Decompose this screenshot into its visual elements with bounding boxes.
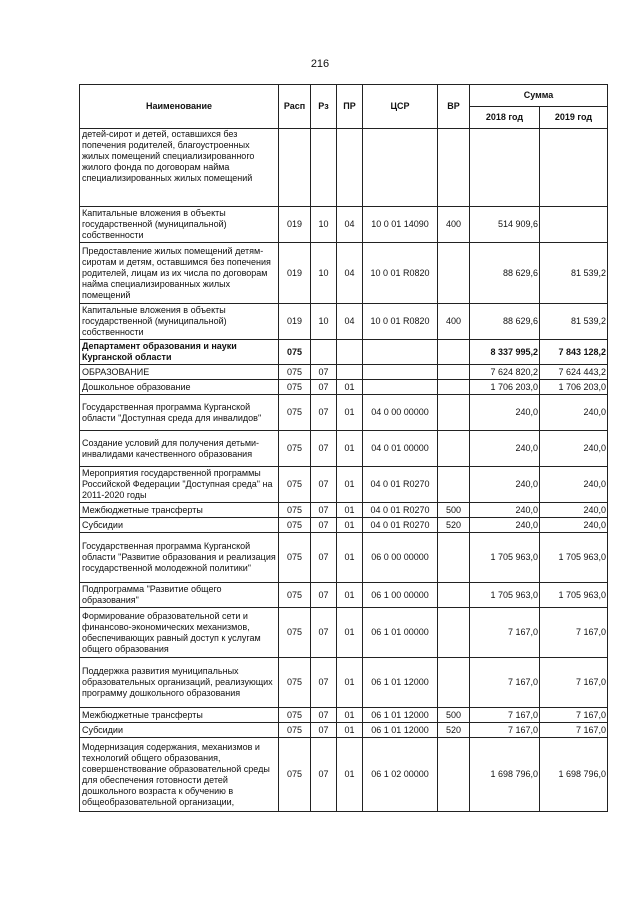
row-sum-2019: 7 167,0 (540, 723, 608, 738)
row-name: Субсидии (80, 723, 279, 738)
header-2018: 2018 год (470, 107, 540, 129)
row-pr (337, 129, 363, 207)
row-vr: 520 (438, 518, 470, 533)
row-sum-2018: 514 909,6 (470, 207, 540, 243)
table-row (80, 129, 608, 207)
row-name: Модернизация содержания, механизмов и технологий общего образования, совершенствование образовательной среды для обеспечения готовности детей дошкольного возраста к обучению в общеобразовательной организации, (80, 738, 279, 812)
row-rasp: 075 (279, 365, 311, 380)
row-pr: 01 (337, 608, 363, 658)
row-rasp: 075 (279, 608, 311, 658)
row-pr: 01 (337, 738, 363, 812)
row-rasp: 075 (279, 518, 311, 533)
row-sum-2019 (540, 129, 608, 207)
row-rz: 07 (311, 658, 337, 708)
header-sum: Сумма (470, 85, 608, 107)
row-csr: 06 1 02 00000 (363, 738, 438, 812)
table-row (80, 304, 608, 340)
row-csr: 04 0 01 R0270 (363, 467, 438, 503)
row-rz: 07 (311, 583, 337, 608)
row-name: Департамент образования и науки Курганской области (80, 340, 279, 365)
row-sum-2019: 240,0 (540, 431, 608, 467)
row-sum-2018: 240,0 (470, 503, 540, 518)
row-vr: 400 (438, 304, 470, 340)
row-name: Поддержка развития муниципальных образовательных организаций, реализующих программу дошкольного образования (80, 658, 279, 708)
row-vr (438, 533, 470, 583)
row-sum-2019: 7 167,0 (540, 708, 608, 723)
page-number: 216 (310, 58, 330, 70)
row-sum-2019: 1 705 963,0 (540, 533, 608, 583)
row-sum-2018: 1 705 963,0 (470, 583, 540, 608)
row-sum-2018: 88 629,6 (470, 243, 540, 304)
row-csr (363, 380, 438, 395)
row-vr: 500 (438, 708, 470, 723)
row-name: Предоставление жилых помещений детям-сиротам и детям, оставшимся без попечения родителей, лицам из их числа по договорам найма специализированных жилых помещений (80, 243, 279, 304)
row-vr (438, 738, 470, 812)
table-row (80, 708, 608, 723)
row-csr (363, 365, 438, 380)
row-vr (438, 365, 470, 380)
row-vr: 520 (438, 723, 470, 738)
row-rz: 07 (311, 395, 337, 431)
table-row (80, 380, 608, 395)
row-name: ОБРАЗОВАНИЕ (80, 365, 279, 380)
row-vr (438, 340, 470, 365)
table-row (80, 658, 608, 708)
row-sum-2018: 8 337 995,2 (470, 340, 540, 365)
row-sum-2018: 88 629,6 (470, 304, 540, 340)
row-rasp: 075 (279, 340, 311, 365)
row-pr: 01 (337, 583, 363, 608)
table-row (80, 207, 608, 243)
row-name: Государственная программа Курганской области "Доступная среда для инвалидов" (80, 395, 279, 431)
row-name: Формирование образовательной сети и финансово-экономических механизмов, обеспечивающих равный доступ к услугам общего образования (80, 608, 279, 658)
row-pr: 01 (337, 518, 363, 533)
table-row (80, 467, 608, 503)
row-csr: 10 0 01 14090 (363, 207, 438, 243)
row-sum-2018: 240,0 (470, 518, 540, 533)
header-name: Наименование (80, 85, 279, 129)
row-csr: 10 0 01 R0820 (363, 243, 438, 304)
row-rasp: 075 (279, 738, 311, 812)
row-csr (363, 129, 438, 207)
row-sum-2018: 1 698 796,0 (470, 738, 540, 812)
row-csr: 06 0 00 00000 (363, 533, 438, 583)
row-sum-2019: 7 167,0 (540, 658, 608, 708)
row-rasp (279, 129, 311, 207)
row-rasp: 075 (279, 658, 311, 708)
row-sum-2018: 7 167,0 (470, 658, 540, 708)
row-csr: 06 1 01 12000 (363, 723, 438, 738)
row-sum-2018: 7 624 820,2 (470, 365, 540, 380)
row-vr (438, 608, 470, 658)
row-sum-2019: 7 167,0 (540, 608, 608, 658)
row-rz: 07 (311, 467, 337, 503)
table-row (80, 340, 608, 365)
row-rz: 07 (311, 608, 337, 658)
table-row (80, 395, 608, 431)
row-sum-2019: 240,0 (540, 518, 608, 533)
row-csr: 06 1 01 12000 (363, 658, 438, 708)
row-rasp: 075 (279, 583, 311, 608)
row-pr: 01 (337, 533, 363, 583)
row-sum-2019: 240,0 (540, 467, 608, 503)
row-rasp: 019 (279, 207, 311, 243)
row-pr: 01 (337, 467, 363, 503)
row-vr: 500 (438, 503, 470, 518)
row-pr: 01 (337, 395, 363, 431)
header-2019: 2019 год (540, 107, 608, 129)
row-vr (438, 243, 470, 304)
row-csr: 04 0 01 R0270 (363, 503, 438, 518)
header-rasp: Расп (279, 85, 311, 129)
row-rz: 10 (311, 207, 337, 243)
row-rz: 07 (311, 723, 337, 738)
row-name: Дошкольное образование (80, 380, 279, 395)
row-sum-2019: 7 624 443,2 (540, 365, 608, 380)
row-sum-2018: 1 705 963,0 (470, 533, 540, 583)
table-row (80, 365, 608, 380)
row-pr (337, 340, 363, 365)
row-rz: 07 (311, 380, 337, 395)
row-rasp: 019 (279, 243, 311, 304)
row-pr: 01 (337, 380, 363, 395)
table-row (80, 518, 608, 533)
row-csr: 04 0 01 00000 (363, 431, 438, 467)
row-vr (438, 431, 470, 467)
row-sum-2019 (540, 207, 608, 243)
row-rasp: 075 (279, 395, 311, 431)
row-vr (438, 467, 470, 503)
table-row (80, 503, 608, 518)
header-rz: Рз (311, 85, 337, 129)
row-rasp: 075 (279, 708, 311, 723)
row-rz: 07 (311, 503, 337, 518)
header-pr: ПР (337, 85, 363, 129)
header-csr: ЦСР (363, 85, 438, 129)
row-rasp: 019 (279, 304, 311, 340)
row-csr: 04 0 00 00000 (363, 395, 438, 431)
row-vr (438, 129, 470, 207)
row-name: Капитальные вложения в объекты государственной (муниципальной) собственности (80, 304, 279, 340)
row-sum-2018: 7 167,0 (470, 708, 540, 723)
row-pr: 04 (337, 243, 363, 304)
table-row (80, 431, 608, 467)
row-vr: 400 (438, 207, 470, 243)
row-pr: 01 (337, 723, 363, 738)
budget-table (79, 84, 608, 812)
row-pr: 01 (337, 658, 363, 708)
row-sum-2019: 81 539,2 (540, 243, 608, 304)
row-rasp: 075 (279, 533, 311, 583)
row-sum-2019: 1 698 796,0 (540, 738, 608, 812)
row-sum-2019: 240,0 (540, 503, 608, 518)
row-rz: 10 (311, 304, 337, 340)
row-rz: 07 (311, 365, 337, 380)
row-rz: 07 (311, 708, 337, 723)
row-sum-2019: 81 539,2 (540, 304, 608, 340)
row-sum-2019: 7 843 128,2 (540, 340, 608, 365)
row-rz (311, 129, 337, 207)
row-rz: 10 (311, 243, 337, 304)
row-csr: 10 0 01 R0820 (363, 304, 438, 340)
row-rasp: 075 (279, 431, 311, 467)
row-name: Капитальные вложения в объекты государственной (муниципальной) собственности (80, 207, 279, 243)
row-csr: 06 1 00 00000 (363, 583, 438, 608)
row-sum-2018: 240,0 (470, 395, 540, 431)
row-sum-2018: 1 706 203,0 (470, 380, 540, 395)
row-rasp: 075 (279, 467, 311, 503)
row-csr: 04 0 01 R0270 (363, 518, 438, 533)
row-sum-2018: 240,0 (470, 431, 540, 467)
row-sum-2019: 1 706 203,0 (540, 380, 608, 395)
row-rasp: 075 (279, 503, 311, 518)
table-row (80, 243, 608, 304)
row-vr (438, 395, 470, 431)
row-pr: 04 (337, 304, 363, 340)
row-name: Государственная программа Курганской области "Развитие образования и реализация государственной молодежной политики" (80, 533, 279, 583)
row-pr: 01 (337, 431, 363, 467)
table-row (80, 723, 608, 738)
row-csr (363, 340, 438, 365)
table-row (80, 583, 608, 608)
row-sum-2019: 240,0 (540, 395, 608, 431)
row-pr: 01 (337, 503, 363, 518)
row-rasp: 075 (279, 380, 311, 395)
row-name: Субсидии (80, 518, 279, 533)
row-rz: 07 (311, 518, 337, 533)
row-rz (311, 340, 337, 365)
row-rz: 07 (311, 738, 337, 812)
row-vr (438, 583, 470, 608)
row-name: Подпрограмма "Развитие общего образования" (80, 583, 279, 608)
table-row (80, 738, 608, 812)
row-name: Межбюджетные трансферты (80, 503, 279, 518)
row-csr: 06 1 01 12000 (363, 708, 438, 723)
table-row (80, 608, 608, 658)
row-rz: 07 (311, 431, 337, 467)
row-pr (337, 365, 363, 380)
row-name: Мероприятия государственной программы Российской Федерации "Доступная среда" на 2011-2020 годы (80, 467, 279, 503)
row-pr: 04 (337, 207, 363, 243)
row-name: Межбюджетные трансферты (80, 708, 279, 723)
row-name: детей-сирот и детей, оставшихся без попечения родителей, благоустроенных жилых помещений специализированного жилого фонда по договорам найма специализированных жилых помещений (80, 129, 279, 207)
row-vr (438, 658, 470, 708)
row-rz: 07 (311, 533, 337, 583)
row-pr: 01 (337, 708, 363, 723)
table-row (80, 533, 608, 583)
row-name: Создание условий для получения детьми-инвалидами качественного образования (80, 431, 279, 467)
row-rasp: 075 (279, 723, 311, 738)
row-csr: 06 1 01 00000 (363, 608, 438, 658)
row-sum-2018: 7 167,0 (470, 608, 540, 658)
header-vr: ВР (438, 85, 470, 129)
row-sum-2019: 1 705 963,0 (540, 583, 608, 608)
row-sum-2018 (470, 129, 540, 207)
row-sum-2018: 7 167,0 (470, 723, 540, 738)
row-sum-2018: 240,0 (470, 467, 540, 503)
row-vr (438, 380, 470, 395)
